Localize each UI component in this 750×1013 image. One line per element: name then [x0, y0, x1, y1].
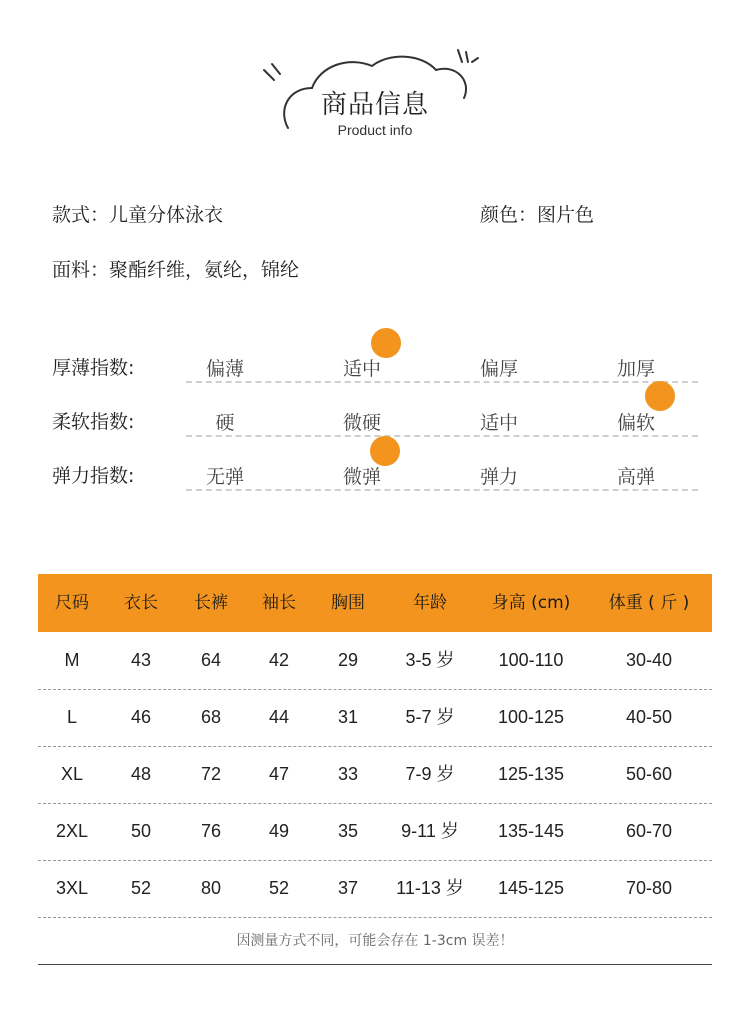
page-subtitle: Product info — [337, 122, 413, 138]
column-header-chest: 胸围 — [331, 593, 365, 613]
color-attribute: 颜色：图片色 — [480, 204, 595, 226]
index-option: 偏软 — [616, 412, 655, 434]
table-cell: 145-125 — [497, 878, 565, 898]
measurement-note: 因测量方式不同，可能会存在 1-3cm 误差！ — [236, 933, 514, 949]
table-row — [38, 860, 712, 917]
table-cell: 47 — [268, 764, 290, 784]
column-header-size: 尺码 — [55, 593, 89, 613]
size-table-header — [38, 574, 712, 632]
table-cell: 68 — [200, 707, 222, 727]
table-cell: 50 — [130, 821, 152, 841]
index-option: 无弹 — [205, 466, 244, 488]
table-cell: 60-70 — [625, 821, 673, 841]
column-header-top-length: 衣长 — [124, 593, 158, 613]
table-cell: 9-11 岁 — [401, 821, 459, 841]
table-cell: 40-50 — [625, 707, 673, 727]
table-cell: M — [64, 650, 80, 670]
index-divider — [186, 489, 698, 491]
index-divider — [186, 435, 698, 437]
table-cell: 7-9 岁 — [405, 764, 455, 784]
index-label: 柔软指数: — [52, 411, 135, 433]
table-cell: 135-145 — [497, 821, 565, 841]
table-cell: 100-125 — [497, 707, 565, 727]
table-row — [38, 689, 712, 746]
table-cell: L — [66, 707, 77, 727]
table-cell: 64 — [200, 650, 222, 670]
table-cell: 29 — [337, 650, 359, 670]
style-attribute: 款式：儿童分体泳衣 — [52, 204, 224, 226]
table-cell: 37 — [337, 878, 359, 898]
table-cell: 35 — [337, 821, 359, 841]
table-cell: 3-5 岁 — [405, 650, 455, 670]
index-option: 微弹 — [342, 466, 381, 488]
table-cell: 30-40 — [625, 650, 673, 670]
table-cell: 50-60 — [625, 764, 673, 784]
page-title: 商品信息 — [320, 90, 429, 120]
table-cell: 42 — [268, 650, 290, 670]
index-option: 弹力 — [479, 466, 518, 488]
table-row — [38, 632, 712, 689]
fabric-attribute: 面料：聚酯纤维，氨纶，锦纶 — [52, 259, 300, 281]
table-cell: 52 — [130, 878, 152, 898]
table-row — [38, 746, 712, 803]
table-cell: 100-110 — [498, 650, 564, 670]
table-cell: 49 — [268, 821, 290, 841]
table-cell: 46 — [130, 707, 152, 727]
table-cell: XL — [60, 764, 84, 784]
table-cell: 3XL — [55, 878, 89, 898]
column-header-height: 身高 (cm) — [491, 593, 571, 613]
table-cell: 48 — [130, 764, 152, 784]
index-divider — [186, 381, 698, 383]
index-option: 加厚 — [616, 358, 655, 380]
index-option: 硬 — [215, 412, 235, 434]
index-option: 高弹 — [616, 466, 655, 488]
column-header-sleeve: 袖长 — [262, 593, 296, 613]
table-cell: 72 — [200, 764, 222, 784]
index-option: 适中 — [479, 412, 518, 434]
bottom-divider — [38, 964, 712, 965]
index-label: 弹力指数: — [52, 465, 135, 487]
table-cell: 31 — [337, 707, 359, 727]
selected-marker — [645, 381, 675, 411]
table-cell: 70-80 — [625, 878, 673, 898]
index-option: 偏薄 — [205, 358, 244, 380]
index-option: 微硬 — [342, 412, 381, 434]
table-cell: 52 — [268, 878, 290, 898]
column-header-pants-length: 长裤 — [194, 593, 228, 613]
table-cell: 33 — [337, 764, 359, 784]
table-cell: 5-7 岁 — [405, 707, 455, 727]
table-cell: 43 — [130, 650, 152, 670]
index-option: 适中 — [342, 358, 381, 380]
table-cell: 44 — [268, 707, 290, 727]
table-row — [38, 803, 712, 860]
index-option: 偏厚 — [479, 358, 518, 380]
table-cell: 125-135 — [497, 764, 565, 784]
table-cell: 76 — [200, 821, 222, 841]
column-header-weight: 体重 ( 斤 ) — [608, 593, 690, 613]
table-cell: 2XL — [55, 821, 89, 841]
column-header-age: 年龄 — [413, 593, 447, 613]
table-cell: 80 — [200, 878, 222, 898]
index-label: 厚薄指数: — [52, 357, 135, 379]
row-divider — [38, 917, 712, 918]
table-cell: 11-13 岁 — [396, 878, 464, 898]
